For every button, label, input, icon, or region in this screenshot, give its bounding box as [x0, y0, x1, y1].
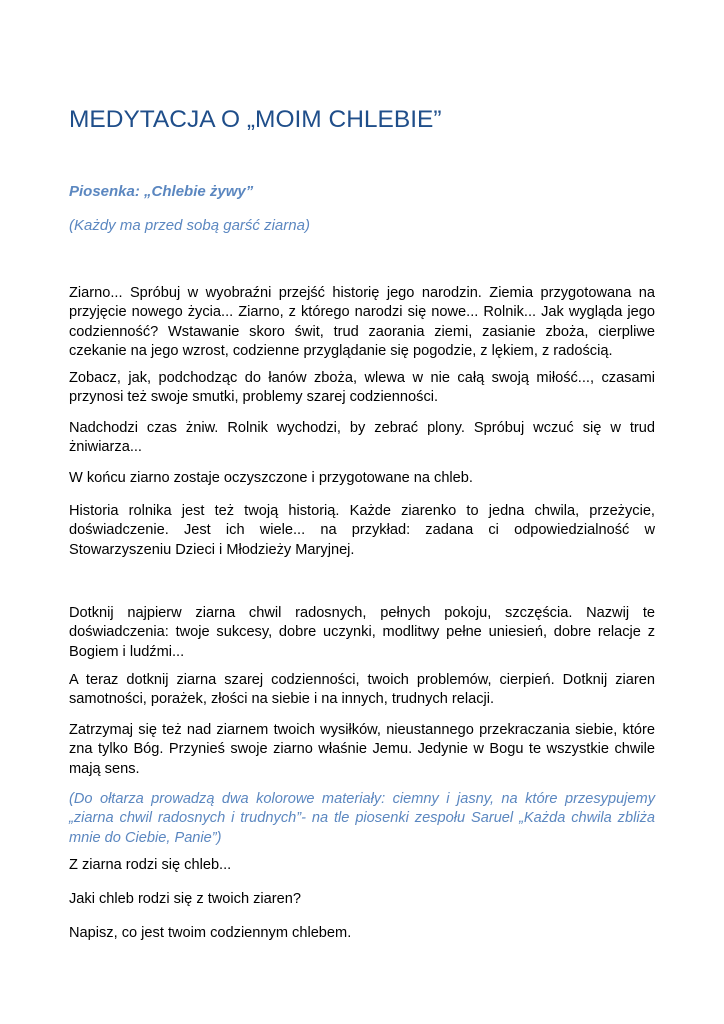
stage-direction-altar: (Do ołtarza prowadzą dwa kolorowe materiały: ciemny i jasny, na które przesypujemy „ziarna chwil radosnych i trudnych”- na tle piosenki zespołu Saruel „Każda chwila zbliża mnie do Ciebie, Panie”)	[69, 791, 655, 846]
paragraph-joyful-grains: Dotknij najpierw ziarna chwil radosnych, pełnych pokoju, szczęścia. Nazwij te doświadczenia: twoje sukcesy, dobre uczynki, modlitwy pełne uniesień, dobre relacje z Bogiem i ludźmi...	[69, 605, 655, 660]
stage-note: (Każdy ma przed sobą garść ziarna)	[69, 217, 310, 234]
paragraph-write-prompt: Napisz, co jest twoim codziennym chlebem.	[69, 925, 352, 941]
paragraph-grey-grains: A teraz dotknij ziarna szarej codzienności, twoich problemów, cierpień. Dotknij ziaren samotności, porażek, złości na siebie i na innych, trudnych relacji.	[69, 672, 655, 708]
paragraph-grain-history: Ziarno... Spróbuj w wyobraźni przejść historię jego narodzin. Ziemia przygotowana na przyjęcie nowego życia... Ziarno, z którego narodzi się nowe... Rolnik... Jak wygląda jego codzienność? Wstawanie skoro świt, trud zaorania ziemi, zasianie zboża, cierpliwe czekanie na jego wzrost, codzienne przyglądanie się pogodzie, z lękiem, z radością.	[69, 285, 655, 360]
paragraph-effort-grains: Zatrzymaj się też nad ziarnem twoich wysiłków, nieustannego przekraczania siebie, które zna tylko Bóg. Przynieś swoje ziarno właśnie Jemu. Jedynie w Bogu te wszystkie chwile mają sens.	[69, 722, 655, 777]
paragraph-cleaned-grain: W końcu ziarno zostaje oczyszczone i przygotowane na chleb.	[69, 470, 473, 486]
paragraph-harvest: Nadchodzi czas żniw. Rolnik wychodzi, by zebrać plony. Spróbuj wczuć się w trud żniwiarza...	[69, 420, 655, 456]
paragraph-your-story: Historia rolnika jest też twoją historią. Każde ziarenko to jedna chwila, przeżycie, doświadczenie. Jest ich wiele... na przykład: zadana ci odpowiedzialność w Stowarzyszeniu Dzieci i Młodzieży Maryjnej.	[69, 503, 655, 558]
paragraph-fields: Zobacz, jak, podchodząc do łanów zboża, wlewa w nie całą swoją miłość..., czasami przynosi też swoje smutki, problemy szarej codzienności.	[69, 370, 655, 406]
document-page	[69, 0, 655, 1024]
document-title: MEDYTACJA O „MOIM CHLEBIE”	[69, 106, 442, 133]
paragraph-question: Jaki chleb rodzi się z twoich ziaren?	[69, 891, 301, 907]
paragraph-bread-born: Z ziarna rodzi się chleb...	[69, 857, 232, 873]
song-title: Piosenka: „Chlebie żywy”	[69, 183, 254, 200]
